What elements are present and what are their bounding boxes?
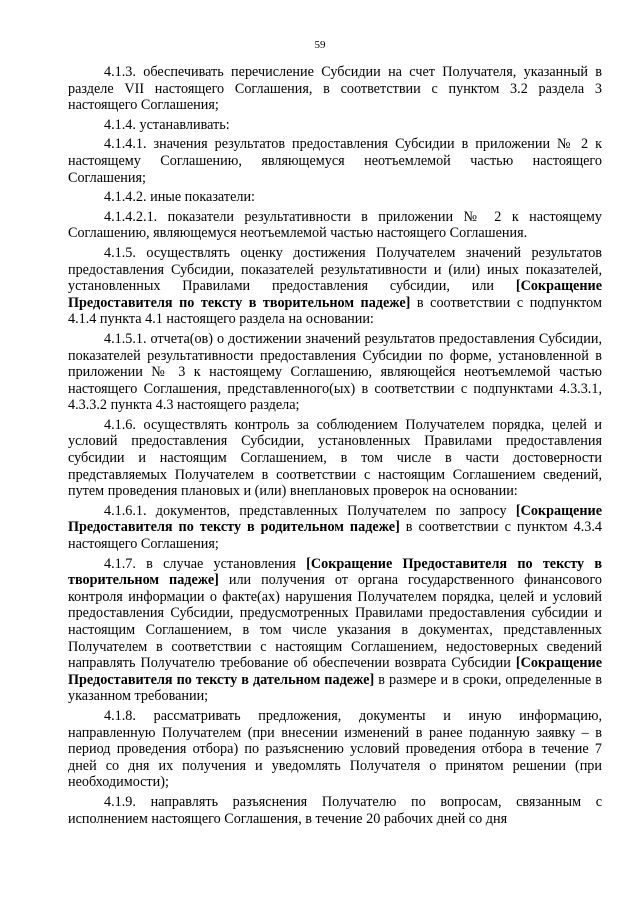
document-body <box>68 64 602 827</box>
paragraph-text: 4.1.6.1. документов, представленных Получателем по запросу <box>104 502 516 519</box>
paragraph-text: 4.1.9. направлять разъяснения Получателю по вопросам, связанным с исполнением настоящего Соглашения, в течение 20 рабочих дней со дня <box>68 793 602 827</box>
paragraph <box>68 708 602 791</box>
paragraph-text: или получения от органа государственного финансового контроля информации о факте(ах) нарушения Получателем порядка, целей и условий предоставления Субсидии, предусмотренных Правилами предоставления субсидии и настоящим Соглашением, в том числе указания в документах, представленных Получателем в соответствии с настоящим Соглашением, недостоверных сведений направлять Получателю требование об обеспечении возврата Субсидии <box>68 572 602 672</box>
paragraph <box>68 331 602 414</box>
placeholder-text: [Сокращение Предоставителя по тексту в творительном падеже] <box>68 555 602 589</box>
paragraph-text: 4.1.6. осуществлять контроль за соблюдением Получателем порядка, целей и условий предоставления Субсидии, установленных Правилами предоставления субсидии и настоящим Соглашением, в том числе в части достоверности представляемых Получателем в соответствии с настоящим Соглашением сведений, путем проведения плановых и (или) внеплановых проверок на основании: <box>68 416 602 500</box>
paragraph <box>68 136 602 186</box>
placeholder-text: [Сокращение Предоставителя по тексту в родительном падеже] <box>68 502 602 536</box>
paragraph-text: в размере и в сроки, определенные в указанном требовании; <box>68 671 602 705</box>
page-number: 59 <box>314 39 326 51</box>
paragraph <box>68 794 602 827</box>
paragraph-text: в соответствии с пунктом 4.3.4 настоящего Соглашения; <box>68 519 602 553</box>
placeholder-text: [Сокращение Предоставителя по тексту в дательном падеже] <box>68 655 602 688</box>
paragraph-text: 4.1.7. в случае установления <box>104 555 307 572</box>
paragraph <box>68 64 602 114</box>
paragraph <box>68 245 602 328</box>
paragraph <box>68 117 602 134</box>
paragraph <box>68 503 602 553</box>
paragraph <box>68 417 602 500</box>
paragraph-text: в соответствии с подпунктом 4.1.4 пункта 4.1 настоящего раздела на основании: <box>68 294 602 328</box>
paragraph-text: 4.1.4.2.1. показатели результативности в приложении № 2 к настоящему Соглашению, являющемуся неотъемлемой частью настоящего Соглашения. <box>68 208 602 242</box>
placeholder-text: [Сокращение Предоставителя по тексту в творительном падеже] <box>68 278 602 311</box>
paragraph-text: 4.1.5. осуществлять оценку достижения Получателем значений результатов предоставления Субсидии, показателей результативности и (или) иных показателей, установленных Правилами предоставления субсидии, или <box>68 244 602 295</box>
paragraph-text: 4.1.5.1. отчета(ов) о достижении значений результатов предоставления Субсидии, показателей результативности предоставления Субсидии по форме, установленной в приложении № 3 к настоящему Соглашению, являющейся неотъемлемой частью настоящего Соглашения, представленного(ых) в соответствии с подпунктами 4.3.3.1, 4.3.3.2 пункта 4.3 настоящего раздела; <box>68 330 602 414</box>
paragraph <box>68 209 602 242</box>
paragraph <box>68 556 602 705</box>
paragraph-text: 4.1.4. устанавливать: <box>104 116 230 133</box>
paragraph <box>68 189 602 206</box>
paragraph-text: 4.1.8. рассматривать предложения, документы и иную информацию, направленную Получателем (при внесении изменений в ранее поданную заявку – в период проведения отбора) по разъяснению условий проведения отбора в течение 7 дней со дня их получения и уведомлять Получателя о принятом решении (при необходимости); <box>68 707 602 791</box>
paragraph-text: 4.1.4.2. иные показатели: <box>104 189 255 206</box>
paragraph-text: 4.1.4.1. значения результатов предоставления Субсидии в приложении № 2 к настоящему Соглашению, являющемуся неотъемлемой частью настоящего Соглашения; <box>68 136 602 186</box>
paragraph-text: 4.1.3. обеспечивать перечисление Субсидии на счет Получателя, указанный в разделе VII настоящего Соглашения, в соответствии с пунктом 3.2 раздела 3 настоящего Соглашения; <box>68 64 602 114</box>
